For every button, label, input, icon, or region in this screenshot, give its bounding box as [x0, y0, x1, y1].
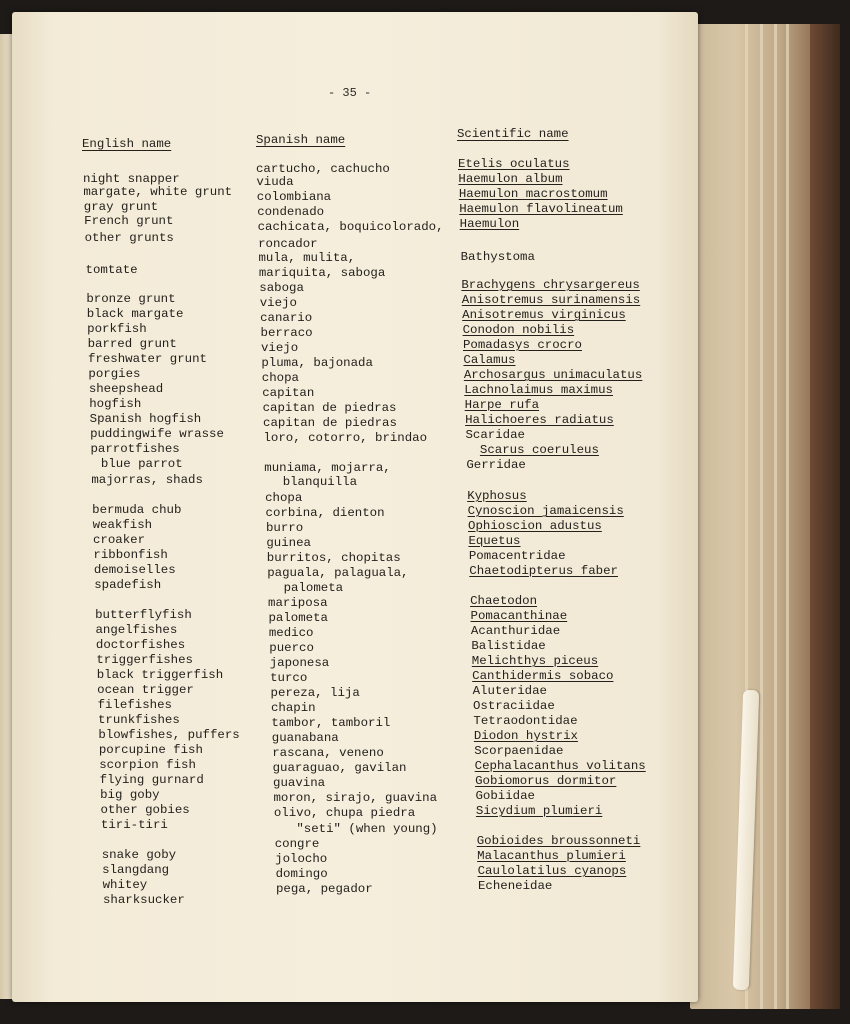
english-name-row: puddingwife wrasse — [90, 427, 224, 441]
scientific-name-row: Haemulon macrostomum — [458, 187, 608, 201]
scientific-name-row: Gerridae — [466, 458, 526, 472]
spanish-name-row: tambor, tamboril — [271, 716, 391, 730]
spanish-name-row: japonesa — [269, 656, 330, 670]
english-name-row: gray grunt — [83, 200, 159, 214]
spanish-name-row: moron, sirajo, guavina — [273, 791, 438, 805]
scientific-name-row: Caulolatilus cyanops — [477, 864, 627, 878]
spanish-name-row: burro — [265, 521, 304, 535]
spanish-name-row: chopa — [265, 491, 303, 505]
english-name-row: tomtate — [85, 263, 138, 277]
spanish-name-row: chapin — [270, 701, 316, 715]
scientific-name-row: Scorpaenidae — [474, 744, 564, 758]
spanish-name-row: olivo, chupa piedra — [273, 806, 416, 820]
spanish-name-row: mariquita, saboga — [258, 266, 386, 280]
english-name-row: Spanish hogfish — [89, 412, 202, 426]
spanish-name-row: cachicata, boquicolorado, — [257, 220, 444, 234]
english-name-row: triggerfishes — [96, 653, 193, 667]
english-name-row: black triggerfish — [96, 668, 224, 682]
english-name-row: angelfishes — [95, 623, 178, 637]
scientific-name-row: Chaetodipterus faber — [469, 564, 618, 578]
english-name-row: porcupine fish — [98, 743, 203, 757]
english-name-row: trunkfishes — [98, 713, 180, 727]
english-name-row: spadefish — [94, 578, 162, 592]
english-name-row: blowfishes, puffers — [98, 728, 240, 742]
spanish-name-row: capitan de piedras — [262, 401, 397, 415]
spanish-name-row: mariposa — [268, 596, 328, 610]
scientific-name-row: Sicydium plumieri — [475, 804, 603, 818]
scientific-name-row: Gobiomorus dormitor — [475, 774, 617, 788]
english-name-row: other gobies — [100, 803, 190, 817]
spanish-name-row: palometa — [283, 581, 344, 595]
scientific-name-row: Pomacanthinae — [470, 609, 568, 623]
scientific-name-row: Halichoeres radiatus — [465, 413, 614, 427]
spanish-name-row: domingo — [275, 867, 328, 881]
spanish-name-row: pereza, lija — [270, 686, 360, 700]
english-name-row: barred grunt — [87, 337, 177, 351]
scientific-name-row: Lachnolaimus maximus — [464, 383, 613, 397]
spanish-name-row: muniama, mojarra, — [264, 461, 391, 475]
spanish-name-row: mula, mulita, — [258, 251, 356, 265]
english-name-row: scorpion fish — [99, 758, 196, 772]
scientific-name-row: Brachygens chrysargereus — [461, 278, 640, 292]
english-name-row: filefishes — [97, 698, 172, 712]
spanish-name-row: viejo — [259, 296, 297, 310]
english-name-row: big goby — [100, 788, 160, 802]
scientific-name-row: Archosargus unimaculatus — [463, 368, 643, 382]
english-name-row: slangdang — [102, 863, 170, 877]
english-name-row: whitey — [102, 878, 148, 892]
english-name-row: ribbonfish — [93, 548, 168, 562]
scientific-name-row: Aluteridae — [472, 684, 547, 698]
scientific-name-row: Pomadasys crocro — [463, 338, 582, 352]
spanish-name-row: congre — [274, 837, 320, 851]
spanish-name-row: guavina — [273, 776, 326, 790]
scientific-name-row: Cynoscion jamaicensis — [467, 504, 624, 518]
spanish-name-row: cartucho, cachucho — [256, 162, 390, 176]
scientific-name-row: Anisotremus virginicus — [462, 308, 626, 322]
spanish-name-row: berraco — [260, 326, 313, 340]
spanish-name-row: jolocho — [275, 852, 328, 866]
spanish-name-row: guinea — [266, 536, 311, 550]
spanish-name-row: blanquilla — [282, 475, 358, 489]
scientific-name-row: Conodon nobilis — [462, 323, 575, 337]
english-name-row: sheepshead — [88, 382, 164, 396]
english-name-row: demoiselles — [93, 563, 176, 577]
scientific-name-row: Ophioscion adustus — [468, 519, 602, 533]
spanish-name-row: rascana, veneno — [272, 746, 384, 760]
scientific-name-row: Haemulon flavolineatum — [459, 202, 623, 216]
scientific-name-row: Malacanthus plumieri — [477, 849, 626, 863]
scientific-name-row: Scarus coeruleus — [479, 443, 599, 457]
spanish-name-row: capitan de piedras — [263, 416, 397, 430]
scientific-name-row: Echeneidae — [478, 879, 553, 893]
english-name-row: French grunt — [84, 214, 174, 228]
english-name-row: majorras, shads — [91, 473, 203, 487]
scientific-name-row: Equetus — [468, 534, 521, 548]
english-name-row: croaker — [93, 533, 146, 547]
scientific-name-row: Gobiidae — [475, 789, 535, 803]
spanish-name-row: saboga — [259, 281, 304, 295]
spanish-name-row: palometa — [268, 611, 328, 625]
scientific-name-row: Calamus — [463, 353, 516, 367]
scientific-name-row: Diodon hystrix — [473, 729, 578, 743]
english-name-row: ocean trigger — [97, 683, 194, 697]
spanish-name-row: "seti" (when young) — [296, 822, 438, 836]
scientific-name-row: Chaetodon — [470, 594, 538, 608]
english-name-row: parrotfishes — [90, 442, 180, 456]
spanish-name-row: paguala, palaguala, — [267, 566, 409, 580]
spanish-name-row: colombiana — [256, 190, 332, 204]
scientific-name-row: Haemulon — [459, 217, 520, 231]
book-spine — [810, 24, 840, 1009]
english-name-row: margate, white grunt — [83, 185, 233, 199]
spanish-name-row: chopa — [261, 371, 299, 385]
scientific-name-row: Bathystoma — [460, 250, 535, 264]
english-name-row: other grunts — [84, 231, 174, 245]
scientific-name-row: Pomacentridae — [468, 549, 566, 563]
spanish-name-row: viejo — [260, 341, 299, 355]
scientific-name-row: Gobioides broussonneti — [476, 834, 641, 848]
spanish-name-row: pega, pegador — [276, 882, 373, 896]
spanish-name-row: guaraguao, gavilan — [272, 761, 407, 775]
scientific-name-row: Tetraodontidae — [473, 714, 578, 728]
spanish-name-row: canario — [260, 311, 313, 325]
scientific-name-row: Cephalacanthus volitans — [474, 759, 646, 773]
scientific-name-row: Ostraciidae — [473, 699, 555, 713]
english-name-row: snake goby — [101, 848, 177, 862]
english-name-row: weakfish — [92, 518, 153, 532]
english-name-row: flying gurnard — [99, 773, 204, 787]
book-page — [12, 12, 698, 1002]
scientific-name-row: Scaridae — [465, 428, 525, 442]
english-name-row: butterflyfish — [95, 608, 192, 622]
english-name-row: tiri-tiri — [100, 818, 168, 832]
spanish-name-row: burritos, chopitas — [266, 551, 401, 565]
spanish-name-row: roncador — [258, 237, 318, 251]
english-name-row: doctorfishes — [95, 638, 186, 652]
scientific-name-row: Harpe rufa — [464, 398, 540, 412]
spanish-name-row: puerco — [269, 641, 314, 655]
spanish-name-row: capitan — [262, 386, 315, 400]
scientific-name-row: Kyphosus — [467, 489, 527, 503]
scientific-name-row: Canthidermis sobaco — [472, 669, 614, 683]
scientific-name-row: Anisotremus surinamensis — [461, 293, 641, 307]
english-name-row: porgies — [88, 367, 141, 381]
header-spanish: Spanish name — [256, 133, 346, 147]
scientific-name-row: Melichthys piceus — [471, 654, 599, 668]
spanish-name-row: loro, cotorro, brindao — [263, 431, 428, 445]
english-name-row: freshwater grunt — [87, 352, 207, 366]
scientific-name-row: Haemulon album — [458, 172, 563, 186]
english-name-row: hogfish — [89, 397, 142, 411]
spanish-name-row: turco — [270, 671, 308, 685]
page-number: - 35 - — [328, 86, 372, 100]
english-name-row: black margate — [86, 307, 184, 321]
english-name-row: blue parrot — [100, 457, 183, 471]
spanish-name-row: condenado — [257, 205, 325, 219]
english-name-row: bermuda chub — [92, 503, 182, 517]
spanish-name-row: viuda — [256, 175, 294, 189]
spanish-name-row: guanabana — [271, 731, 339, 745]
english-name-row: bronze grunt — [86, 292, 176, 306]
english-name-row: night snapper — [83, 172, 180, 186]
scientific-name-row: Acanthuridae — [470, 624, 561, 638]
header-scientific: Scientific name — [457, 127, 569, 141]
header-english: English name — [82, 137, 172, 151]
spanish-name-row: pluma, bajonada — [261, 356, 373, 370]
scientific-name-row: Balistidae — [471, 639, 546, 653]
english-name-row: sharksucker — [103, 893, 185, 907]
scientific-name-row: Etelis oculatus — [458, 157, 570, 171]
spanish-name-row: corbina, dienton — [265, 506, 385, 520]
english-name-row: porkfish — [87, 322, 147, 336]
spanish-name-row: medico — [268, 626, 314, 640]
